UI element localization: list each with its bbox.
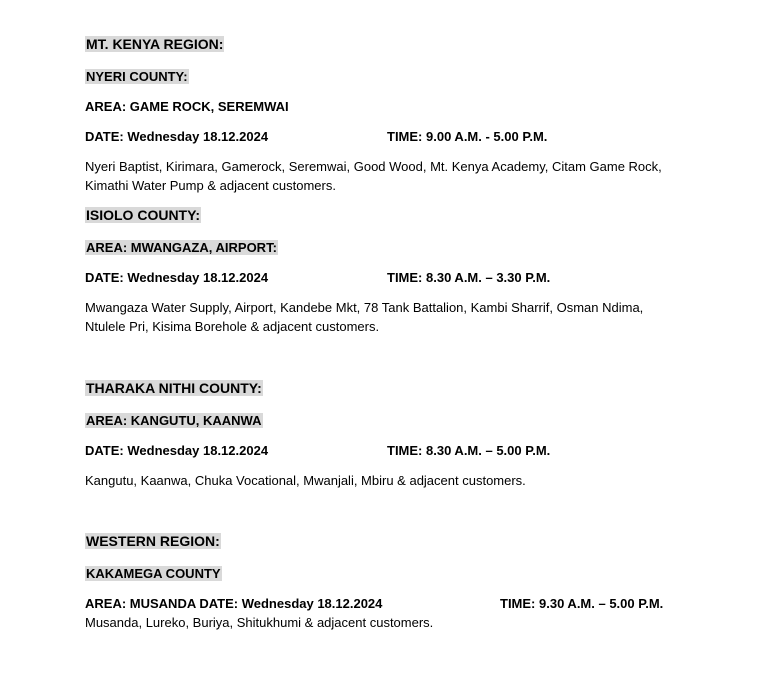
county-heading-nyeri: NYERI COUNTY: [86,69,188,84]
date-time-isiolo [85,268,685,287]
description-kakamega: Musanda, Lureko, Buriya, Shitukhumi & adjacent customers. [85,615,434,630]
area-nyeri: AREA: GAME ROCK, SEREMWAI [85,99,289,114]
description-tharaka-nithi: Kangutu, Kaanwa, Chuka Vocational, Mwanjali, Mbiru & adjacent customers. [85,473,526,488]
area-date-time-kakamega [85,594,705,613]
description-nyeri-line-1: Nyeri Baptist, Kirimara, Gamerock, Seremwai, Good Wood, Mt. Kenya Academy, Citam Game Rock, [85,159,662,174]
time-kakamega: TIME: 9.30 A.M. – 5.00 P.M. [500,596,664,611]
description-isiolo-line-1: Mwangaza Water Supply, Airport, Kandebe Mkt, 78 Tank Battalion, Kambi Sharrif, Osman Ndima, [85,300,644,315]
area-isiolo: AREA: MWANGAZA, AIRPORT: [86,240,277,255]
time-isiolo: TIME: 8.30 A.M. – 3.30 P.M. [387,270,551,285]
date-isiolo: DATE: Wednesday 18.12.2024 [85,270,269,285]
time-tharaka-nithi: TIME: 8.30 A.M. – 5.00 P.M. [387,443,551,458]
county-heading-isiolo: ISIOLO COUNTY: [86,207,201,223]
description-nyeri-line-2: Kimathi Water Pump & adjacent customers. [85,178,336,193]
area-tharaka-nithi: AREA: KANGUTU, KAANWA [86,413,262,428]
area-date-kakamega: AREA: MUSANDA DATE: Wednesday 18.12.2024 [85,596,383,611]
date-time-tharaka-nithi [85,441,685,460]
date-time-nyeri [85,127,685,146]
time-nyeri: TIME: 9.00 A.M. - 5.00 P.M. [387,129,548,144]
date-nyeri: DATE: Wednesday 18.12.2024 [85,129,269,144]
county-heading-tharaka-nithi: THARAKA NITHI COUNTY: [86,380,262,396]
description-isiolo-line-2: Ntulele Pri, Kisima Borehole & adjacent customers. [85,319,380,334]
region-heading-mt-kenya: MT. KENYA REGION: [86,36,224,52]
county-heading-kakamega: KAKAMEGA COUNTY [86,566,221,581]
date-tharaka-nithi: DATE: Wednesday 18.12.2024 [85,443,269,458]
region-heading-western: WESTERN REGION: [86,533,220,549]
